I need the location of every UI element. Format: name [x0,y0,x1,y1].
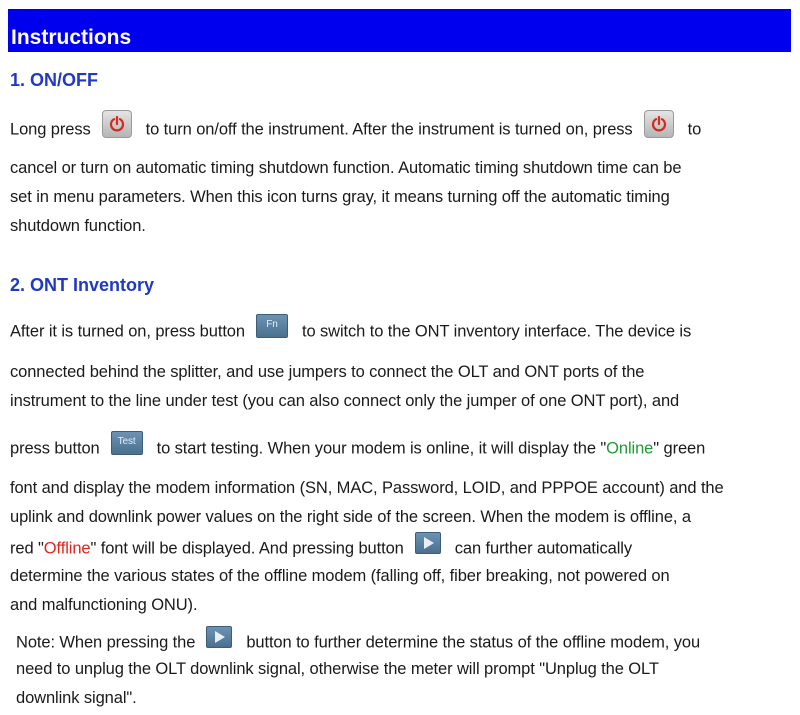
power-icon [102,110,132,138]
paragraph-line: connected behind the splitter, and use jumpers to connect the OLT and ONT ports of the [10,363,645,381]
paragraph-line: instrument to the line under test (you can also connect only the jumper of one ONT port), and [10,392,680,410]
power-icon [644,110,674,138]
paragraph-line: After it is turned on, press button Fn to switch to the ONT inventory interface. The device is [10,320,691,344]
paragraph-line: determine the various states of the offline modem (falling off, fiber breaking, not powered on [10,567,670,585]
paragraph-line: set in menu parameters. When this icon turns gray, it means turning off the automatic timing [10,188,670,206]
fn-key-icon: Fn [256,314,288,338]
test-key-icon: Test [111,431,143,455]
paragraph-line: press button Test to start testing. When your modem is online, it will display the "Online" green [10,437,705,461]
offline-status-text: Offline [43,539,91,558]
online-status-text: Online [606,439,654,458]
section-heading-ont-inventory: 2. ONT Inventory [10,275,155,295]
paragraph-line: font and display the modem information (SN, MAC, Password, LOID, and PPPOE account) and the [10,479,724,497]
note-line: Note: When pressing the button to further determine the status of the offline modem, you [16,632,700,654]
play-icon [206,626,232,648]
banner-title: Instructions [11,26,132,49]
paragraph-line: red "Offline" font will be displayed. And pressing button can further automatically [10,538,632,560]
paragraph-line: shutdown function. [10,217,146,235]
paragraph-line: uplink and downlink power values on the right side of the screen. When the modem is offline, a [10,508,691,526]
paragraph-line: and malfunctioning ONU). [10,596,198,614]
section-heading-on-off: 1. ON/OFF [10,70,99,90]
instructions-banner [8,9,791,52]
paragraph-line: cancel or turn on automatic timing shutdown function. Automatic timing shutdown time can be [10,159,682,177]
paragraph-line: Long press to turn on/off the instrument. After the instrument is turned on, press to [10,116,701,144]
note-line: need to unplug the OLT downlink signal, otherwise the meter will prompt "Unplug the OLT [16,660,659,678]
note-line: downlink signal". [16,689,137,707]
play-icon [415,532,441,554]
